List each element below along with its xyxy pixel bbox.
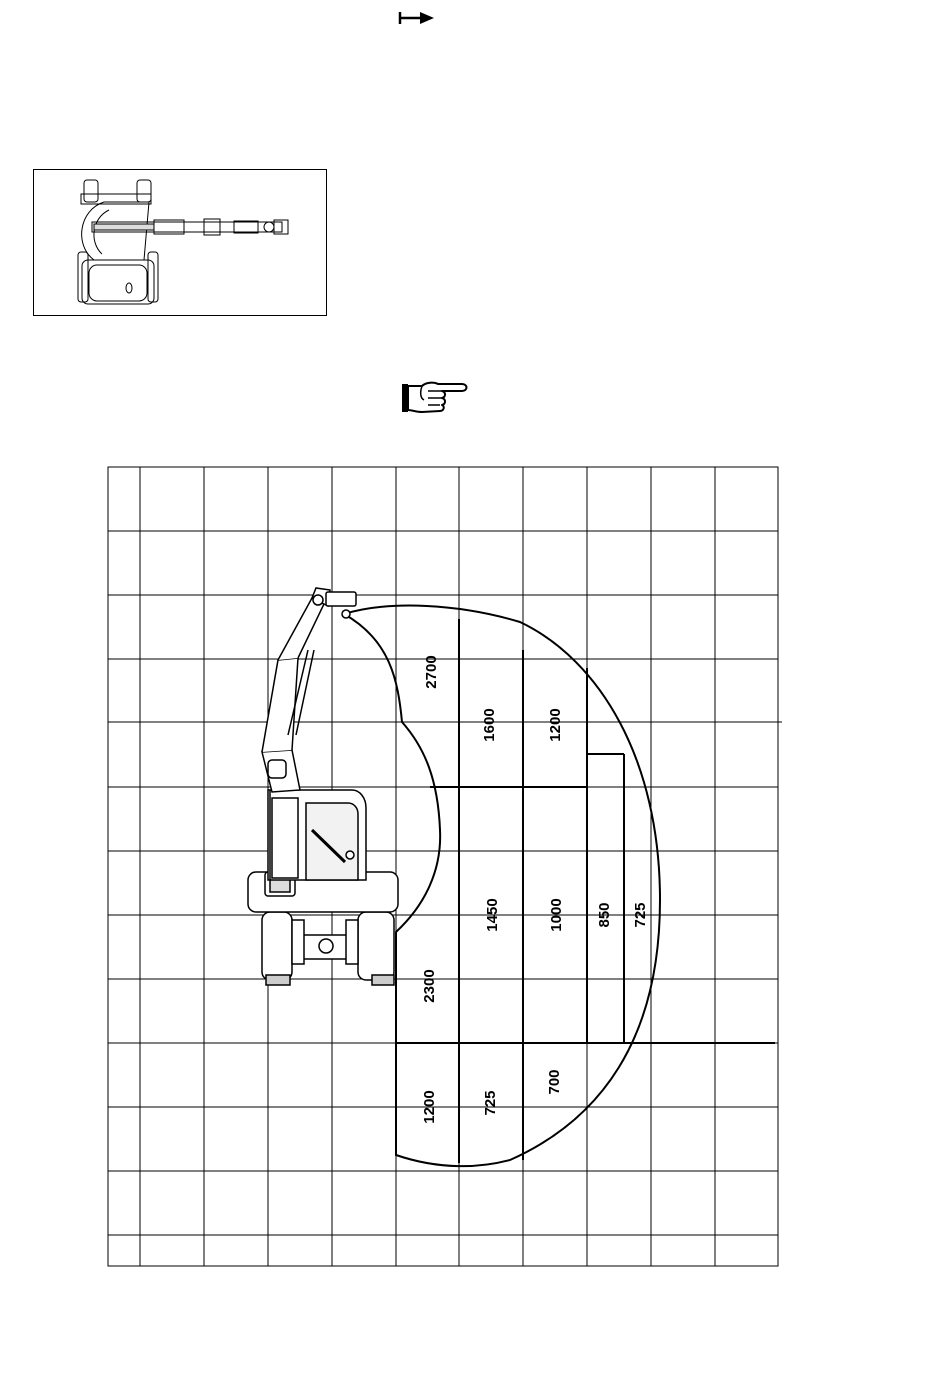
load-value-label: 2700 [422, 655, 440, 689]
load-value-label: 725 [631, 902, 649, 928]
load-value-label: 700 [545, 1069, 563, 1095]
load-value-label: 1000 [547, 898, 565, 932]
chart-grid [108, 467, 782, 1266]
load-value-label: 1450 [483, 898, 501, 932]
load-value-label: 850 [595, 902, 613, 928]
load-value-label: 1200 [546, 708, 564, 742]
load-value-label: 2300 [420, 969, 438, 1003]
load-value-label: 1200 [420, 1090, 438, 1124]
load-labels [421, 655, 649, 1123]
load-value-label: 1600 [480, 708, 498, 742]
load-value-label: 725 [481, 1090, 499, 1116]
